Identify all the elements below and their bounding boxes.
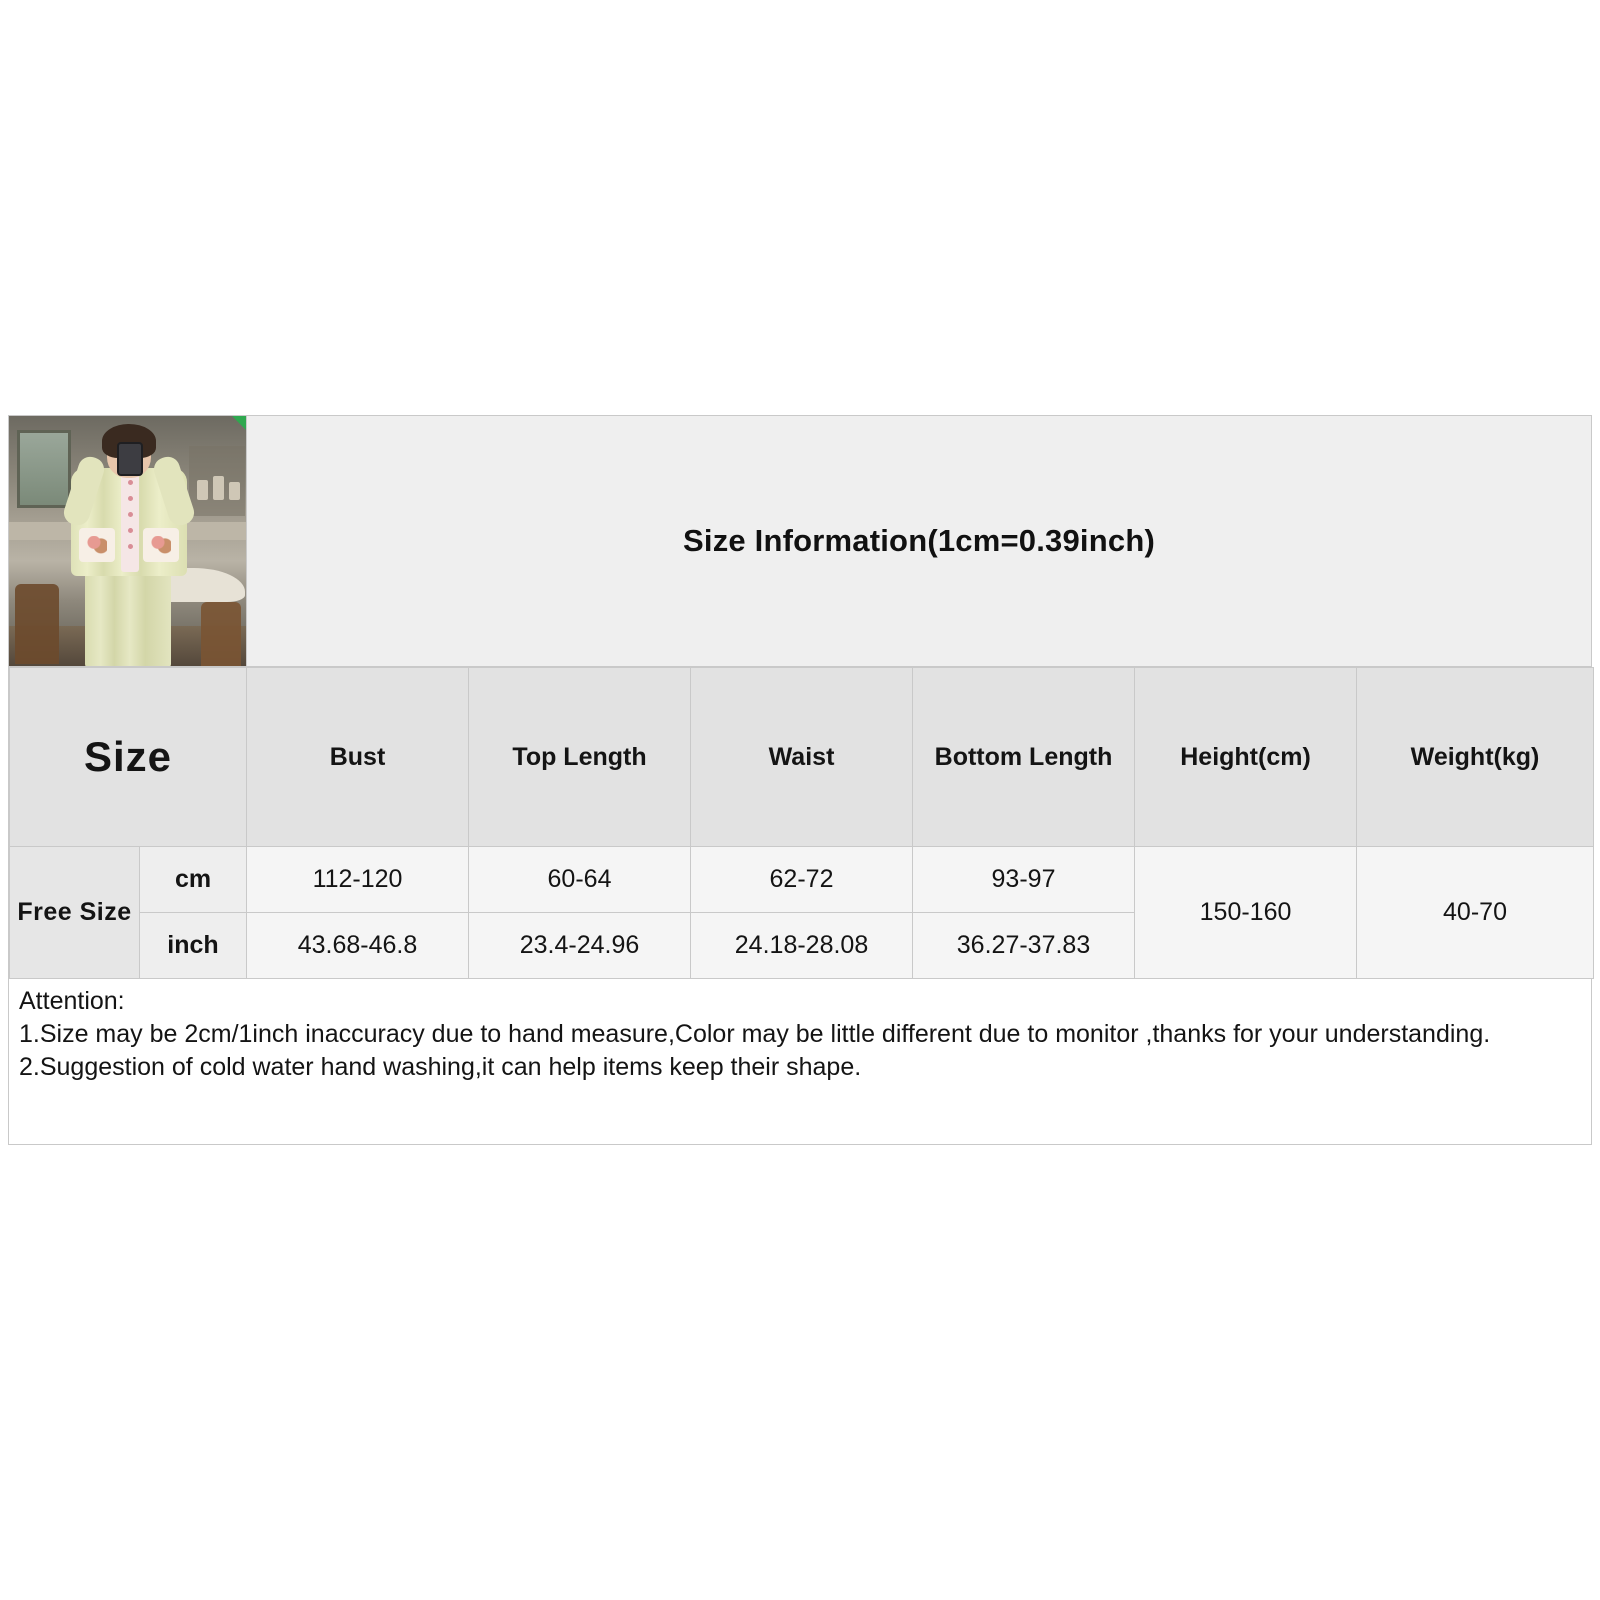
header-top-length: Top Length (469, 668, 691, 847)
cell-bottom-length-inch: 36.27-37.83 (913, 913, 1135, 979)
cell-top-length-cm: 60-64 (469, 847, 691, 913)
button-dot (128, 480, 133, 485)
size-table (9, 667, 1594, 979)
cell-free-size: Free Size (10, 847, 140, 979)
header-size: Size (10, 668, 247, 847)
jar-icon (229, 482, 240, 500)
pocket-print-icon (87, 536, 107, 554)
cell-height: 150-160 (1135, 847, 1357, 979)
button-dot (128, 512, 133, 517)
jar-icon (197, 480, 208, 500)
button-placket (121, 472, 139, 572)
attention-line-2: 2.Suggestion of cold water hand washing,it can help items keep their shape. (19, 1053, 862, 1081)
page-title: Size Information(1cm=0.39inch) (683, 523, 1155, 558)
cell-weight: 40-70 (1357, 847, 1594, 979)
cell-bust-inch: 43.68-46.8 (247, 913, 469, 979)
chair-shape (15, 584, 59, 664)
cell-waist-inch: 24.18-28.08 (691, 913, 913, 979)
cell-top-length-inch: 23.4-24.96 (469, 913, 691, 979)
header-band (9, 416, 1591, 667)
pajama-pants (85, 566, 171, 666)
window-shape (17, 430, 71, 508)
button-dot (128, 528, 133, 533)
cell-waist-cm: 62-72 (691, 847, 913, 913)
pocket-print-icon (151, 536, 171, 554)
cell-unit-cm: cm (140, 847, 247, 913)
button-dot (128, 544, 133, 549)
cell-unit-inch: inch (140, 913, 247, 979)
attention-line-1: 1.Size may be 2cm/1inch inaccuracy due to hand measure,Color may be little different due to monitor ,thanks for your understanding. (19, 1020, 1491, 1048)
size-chart-sheet (8, 415, 1592, 1145)
header-bottom-length: Bottom Length (913, 668, 1135, 847)
table-header-row (10, 668, 1594, 847)
header-bust: Bust (247, 668, 469, 847)
header-weight: Weight(kg) (1357, 668, 1594, 847)
attention-block (9, 979, 1591, 1084)
chair-shape (201, 602, 241, 666)
phone-icon (117, 442, 143, 476)
header-waist: Waist (691, 668, 913, 847)
attention-heading: Attention: (19, 987, 125, 1015)
header-height: Height(cm) (1135, 668, 1357, 847)
product-photo (9, 416, 247, 666)
cell-bottom-length-cm: 93-97 (913, 847, 1135, 913)
cell-bust-cm: 112-120 (247, 847, 469, 913)
jar-icon (213, 476, 224, 500)
green-corner-marker (232, 416, 246, 430)
table-row-cm (10, 847, 1594, 913)
button-dot (128, 496, 133, 501)
title-cell (247, 416, 1591, 666)
